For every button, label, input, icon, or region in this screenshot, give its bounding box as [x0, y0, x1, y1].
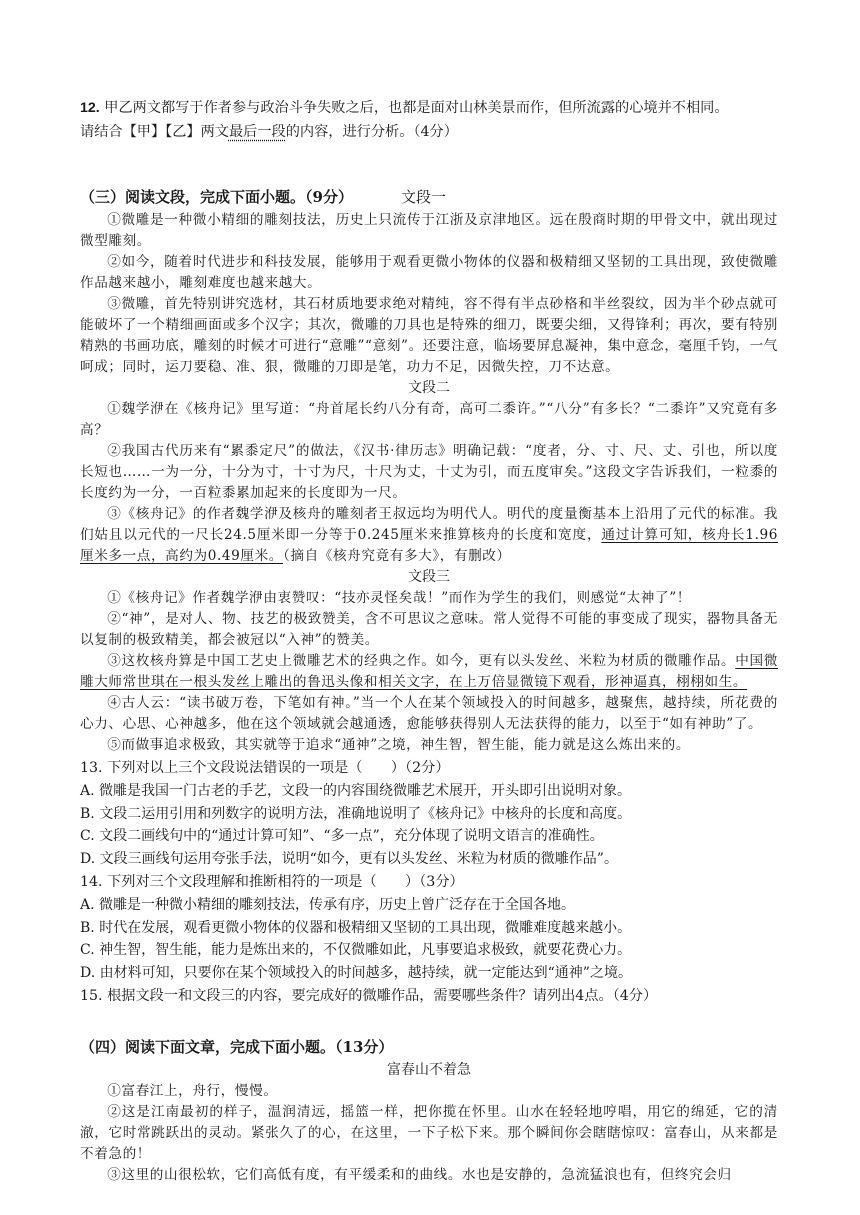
option-b: B. 时代在发展，观看更微小物体的仪器和极精细又坚韧的工具出现，微雕难度越来越小。 — [80, 919, 632, 936]
section-heading: （三）阅读文段，完成下面小题。（9分） — [80, 188, 353, 206]
paragraph: ①富春江上，舟行，慢慢。 — [107, 1083, 278, 1099]
question-15 — [80, 984, 778, 1008]
question-text: 请结合【甲】【乙】两文 — [80, 124, 229, 140]
question-number: 12. — [80, 100, 100, 116]
question-12 — [80, 96, 778, 144]
question-text: 的内容，进行分析。（4分） — [285, 124, 458, 140]
option-c: C. 神生智，智生能，能力是炼出来的，不仅微雕如此，凡事要追求极致，就要花费心力。 — [80, 942, 632, 958]
question-stem: 13. 下列对以上三个文段说法错误的一项是（ ）（2分） — [80, 760, 450, 776]
section-4 — [80, 1034, 778, 1186]
option-a: A. 微雕是我国一门古老的手艺，文段一的内容围绕微雕艺术展开，开头即引出说明对象。 — [80, 783, 632, 799]
option-d: D. 文段三画线句运用夸张手法，说明“如今，更有以头发丝、米粒为材质的微雕作品”。 — [80, 850, 618, 867]
option-c: C. 文段二画线句中的“通过计算可知”、“多一点”，充分体现了说明文语言的准确性。 — [80, 828, 604, 844]
section-3 — [80, 184, 778, 756]
option-d: D. 由材料可知，只要你在某个领域投入的时间越多，越持续，就一定能达到“通神”之境。 — [80, 964, 632, 981]
paragraph-text: ③《核舟记》的作者魏学洢及核舟的雕刻者王叔远均为明代人。明代的度量衡基本上沿用了元代的标准。我们姑且以元代的一尺长24.5厘米即一分等于0.245厘米来推算核舟的长度和宽度， — [80, 506, 778, 543]
underlined-sentence: 通过计算可知，核舟长1.96厘米多一点，高约为0.49厘米。 — [80, 527, 778, 564]
option-b: B. 文段二运用引用和列数字的说明方法，准确地说明了《核舟记》中核舟的长度和高度。 — [80, 805, 632, 822]
paragraph: ①魏学洢在《核舟记》里写道：“舟首尾长约八分有奇，高可二黍许。”“八分”有多长？“二黍许”又究竟有多高？ — [80, 401, 778, 438]
paragraph: ③微雕，首先特别讲究选材，其石材质地要求绝对精纯，容不得有半点砂格和半丝裂纹，因为半个砂点就可能破坏了一个精细画面或多个汉字；其次，微雕的刀具也是特殊的细刀，既要尖细，又得锋利；再次，要有特别精熟的书画功底，雕刻的时候才可进行“意雕”“意刻”。还要注意，临场要屏息凝神，集中意念，毫厘千钧，一气呵成；同时，运刀要稳、准、狠，微雕的刀即是笔，功力不足，因微失控，刀不达意。 — [80, 296, 778, 375]
passage-title: 文段一 — [400, 188, 446, 206]
source-note: （摘自《核舟究竟有多大》，有删改） — [283, 548, 511, 564]
paragraph — [80, 651, 778, 693]
passage-title: 文段二 — [408, 380, 450, 396]
passage-title: 文段三 — [408, 569, 450, 585]
paragraph — [80, 504, 778, 567]
paragraph: ②我国古代历来有“累黍定尺”的做法，《汉书·律历志》明确记载：“度者，分、寸、尺、丈、引也，所以度长短也……一为一分，十分为寸，十寸为尺，十尺为丈，十丈为引，而五度审矣。”这段文字告诉我们，一粒黍的长度约为一分，一百粒黍累加起来的长度即为一尺。 — [80, 443, 778, 501]
question-text: 甲乙两文都写于作者参与政治斗争失败之后，也都是面对山林美景而作，但所流露的心境并不相同。 — [104, 100, 729, 116]
question-stem: 14. 下列对三个文段理解和推断相符的一项是（ ）（3分） — [80, 874, 464, 890]
paragraph: ③这里的山很松软，它们高低有度，有平缓柔和的曲线。水也是安静的，急流猛浪也有，但终究会归 — [107, 1167, 732, 1183]
paragraph-text: ③这枚核舟算是中国工艺史上微雕艺术的经典之作。如今，更有以头发丝、米粒为材质的微雕作品。 — [107, 653, 736, 669]
paragraph: ②如今，随着时代进步和科技发展，能够用于观看更微小物体的仪器和极精细又坚韧的工具出现，致使微雕作品越来越小，雕刻难度也越来越大。 — [80, 254, 778, 291]
emphasis-dotted: 最后一段 — [228, 124, 286, 140]
paragraph: ②这是江南最初的样子，温润清远，摇篮一样，把你揽在怀里。山水在轻轻地哼唱，用它的绵延，它的清澈，它时常跳跃出的灵动。紧张久了的心，在这里，一下子松下来。那个瞬间你会瞎瞎惊叹：富春山，从来都是不着急的！ — [80, 1104, 778, 1162]
option-a: A. 微雕是一种微小精细的雕刻技法，传承有序，历史上曾广泛存在于全国各地。 — [80, 897, 576, 913]
paragraph: ①《核舟记》作者魏学洢由衷赞叹：“技亦灵怪矣哉！”而作为学生的我们，则感觉“太神了”！ — [107, 590, 691, 606]
section-heading: （四）阅读下面文章，完成下面小题。（13分） — [80, 1038, 394, 1056]
paragraph: ④古人云：“读书破万卷，下笔如有神。”当一个人在某个领域投入的时间越多，越聚焦，越持续，所花费的心力、心思、心神越多，他在这个领域就会越通透，愈能够获得别人无法获得的能力，以至于“如有神助”了。 — [80, 695, 778, 732]
question-stem: 15. 根据文段一和文段三的内容，要完成好的微雕作品，需要哪些条件？请列出4点。（4分） — [80, 988, 658, 1004]
question-13 — [80, 756, 778, 870]
article-title: 富春山不着急 — [387, 1062, 471, 1078]
paragraph: ⑤而做事追求极致，其实就等于追求“通神”之境，神生智，智生能，能力就是这么炼出来的。 — [107, 737, 691, 753]
underlined-sentence: 中国微雕大师常世琪在一根头发丝上雕出的鲁迅头像和相关文字，在上万倍显微镜下观看，形神逼真，栩栩如生。 — [80, 653, 778, 690]
paragraph: ①微雕是一种微小精细的雕刻技法，历史上只流传于江浙及京津地区。远在殷商时期的甲骨文中，就出现过微型雕刻。 — [80, 212, 778, 249]
question-14 — [80, 870, 778, 984]
paragraph: ②“神”，是对人、物、技艺的极致赞美，含不可思议之意味。常人觉得不可能的事变成了现实，器物具备无以复制的极致精美，都会被冠以“入神”的赞美。 — [80, 611, 778, 648]
